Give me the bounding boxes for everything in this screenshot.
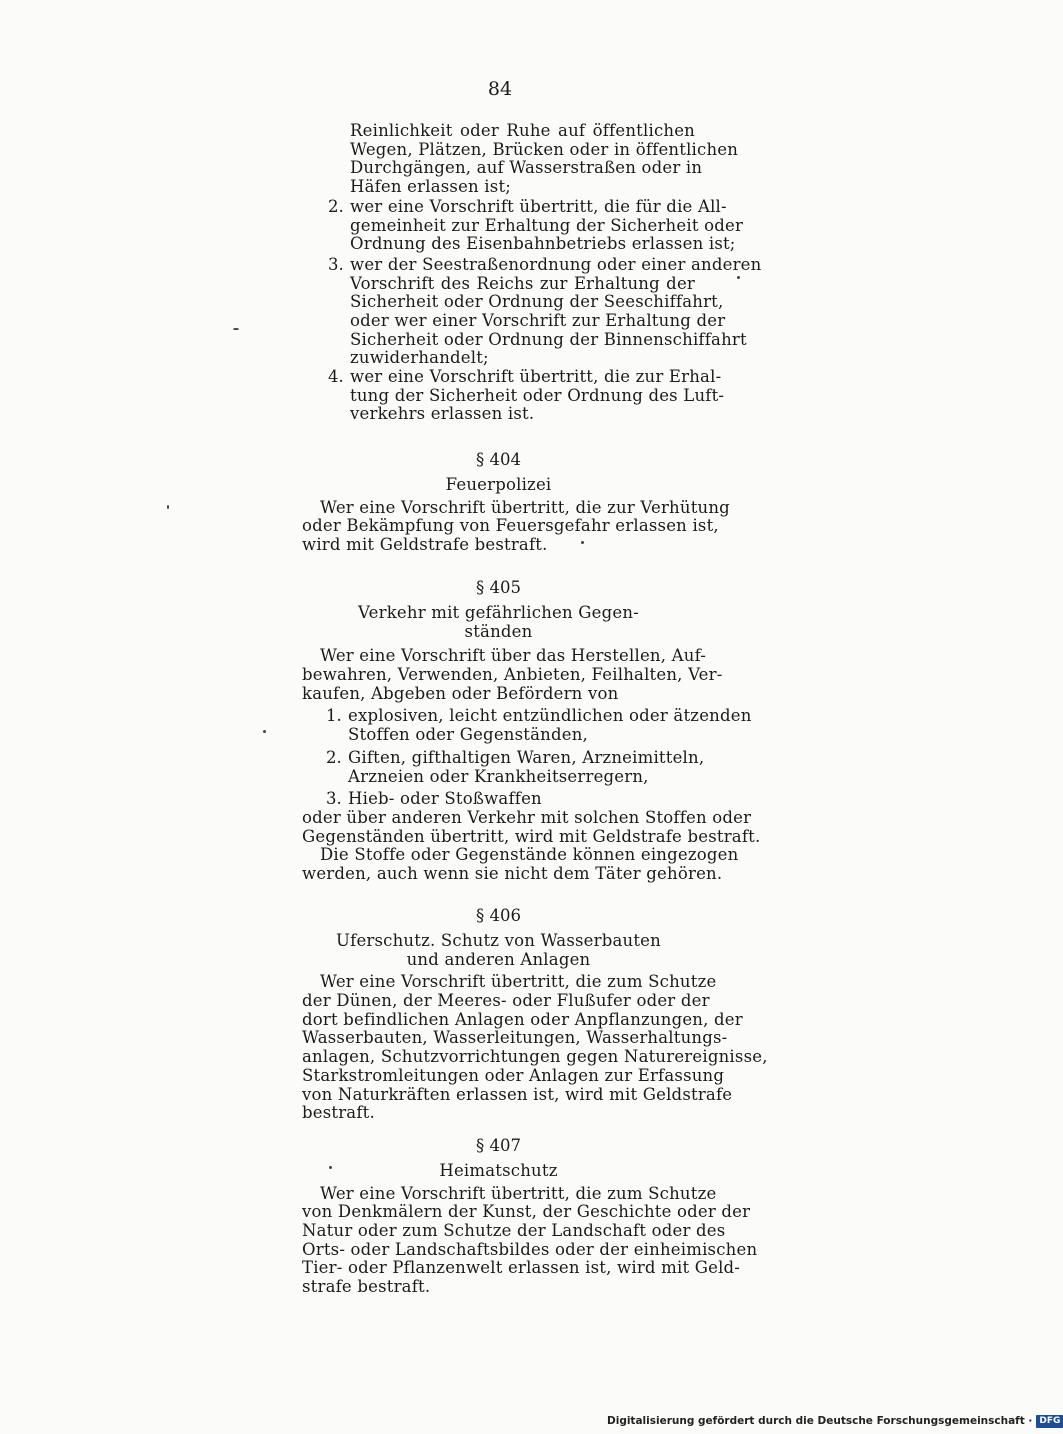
text-line: bestraft. [302,1103,375,1123]
text-line: anlagen, Schutzvorrichtungen gegen Naturereignisse, [302,1047,768,1067]
text-line: von Denkmälern der Kunst, der Geschichte oder der [302,1202,751,1222]
text-line: Häfen erlassen ist; [350,177,512,197]
text-line: strafe bestraft. [302,1277,431,1297]
heading-line: Feuerpolizei [445,475,552,494]
text-line: Sicherheit oder Ordnung der Seeschiffahrt, [350,292,724,312]
item-number: 2. [326,747,342,767]
section-405 [302,578,761,884]
text-line: Hieb- oder Stoßwaffen [348,789,542,809]
section-heading [302,476,695,495]
text-line: Gegenständen übertritt, wird mit Geldstrafe bestraft. [302,826,761,846]
list-item [328,255,762,368]
scan-speck [167,505,169,509]
item-number: 4. [328,367,344,386]
text-line: wer eine Vorschrift übertritt, die zur Erhal- [350,367,722,386]
text-line: bewahren, Verwenden, Anbieten, Feilhalten, Ver- [302,665,723,685]
text-line: gemeinheit zur Erhaltung der Sicherheit oder [350,215,744,235]
text-line: Sicherheit oder Ordnung der Binnenschiffahrt [350,329,747,349]
text-line: explosiven, leicht entzündlichen oder ätzenden [348,706,752,726]
page-number: 84 [487,78,513,100]
scan-speck [581,541,584,544]
text-line: Natur oder zum Schutze der Landschaft oder des [302,1221,726,1241]
text-line: Arzneien oder Krankheitserregern, [348,766,649,786]
list-item [326,789,695,809]
text-line: Wer eine Vorschrift übertritt, die zur Verhütung [320,497,730,517]
scan-speck [329,1166,332,1169]
heading-line: Uferschutz. Schutz von Wasserbauten [336,931,661,950]
text-line: von Naturkräften erlassen ist, wird mit Geldstrafe [302,1084,733,1104]
text-line: wird mit Geldstrafe bestraft. [302,535,548,555]
text-line: tung der Sicherheit oder Ordnung des Luft- [350,385,725,405]
list-item [326,747,705,786]
heading-line: Heimatschutz [439,1161,558,1180]
text-line: zuwiderhandelt; [350,348,489,368]
section-heading [302,932,695,969]
dfg-logo-icon: DFG [1036,1415,1063,1428]
scan-speck [263,730,266,733]
text-line: der Dünen, der Meeres- oder Flußufer oder der [302,991,710,1011]
text-line: Starkstromleitungen oder Anlagen zur Erfassung [302,1065,725,1085]
section-heading [302,604,695,641]
text-line: oder über anderen Verkehr mit solchen Stoffen oder [302,807,752,827]
list-item [328,367,725,424]
text-line: Reinlichkeit oder Ruhe auf öffentlichen [350,121,695,140]
text-line: werden, auch wenn sie nicht dem Täter gehören. [302,863,723,883]
text-line: Wer eine Vorschrift übertritt, die zum Schutze [320,1183,717,1203]
section-number: § 405 [476,578,521,597]
text-line: Stoffen oder Gegenständen, [348,725,588,745]
heading-line: Verkehr mit gefährlichen Gegen- [358,603,639,622]
continuation-text [350,121,739,197]
section-406 [302,906,768,1123]
section-404 [302,450,730,555]
scan-speck [233,328,239,330]
heading-line: und anderen Anlagen [406,949,591,969]
list-item [326,706,752,745]
scan-speck [737,276,740,279]
heading-line: ständen [464,621,533,641]
section-number: § 406 [476,906,521,925]
text-line: oder Bekämpfung von Feuersgefahr erlassen ist, [302,516,719,536]
item-number: 1. [326,706,342,726]
text-line: Durchgängen, auf Wasserstraßen oder in [350,158,703,178]
item-number: 3. [328,255,344,274]
item-number: 3. [326,789,342,809]
credit-text: Digitalisierung gefördert durch die Deutsche Forschungsgemeinschaft · [607,1415,1033,1427]
text-line: dort befindlichen Anlagen oder Anpflanzungen, der [302,1009,743,1029]
text-line: Wer eine Vorschrift übertritt, die zum Schutze [320,972,717,992]
text-line: Wegen, Plätzen, Brücken oder in öffentlichen [350,139,739,159]
text-line: wer der Seestraßenordnung oder einer anderen [350,255,762,274]
text-line: Wer eine Vorschrift über das Herstellen, Auf- [320,646,707,666]
section-number: § 407 [476,1136,521,1155]
item-number: 2. [328,197,344,216]
text-line: kaufen, Abgeben oder Befördern von [302,683,619,703]
digitization-credit [607,1413,1063,1429]
text-line: Tier- oder Pflanzenwelt erlassen ist, wird mit Geld- [302,1258,741,1278]
text-line: Wasserbauten, Wasserleitungen, Wasserhaltungs- [302,1028,728,1048]
section-407 [302,1136,758,1297]
section-number: § 404 [476,450,521,469]
text-line: Orts- oder Landschaftsbildes oder der einheimischen [302,1239,758,1259]
text-line: wer eine Vorschrift übertritt, die für die All- [350,197,727,216]
text-line: verkehrs erlassen ist. [350,404,535,424]
section-heading [302,1162,695,1181]
text-line: Giften, gifthaltigen Waren, Arzneimitteln, [348,747,705,767]
text-line: oder wer einer Vorschrift zur Erhaltung der [350,311,726,331]
text-line: Ordnung des Eisenbahnbetriebs erlassen ist; [350,234,736,254]
list-item [328,197,744,254]
text-line: Die Stoffe oder Gegenstände können eingezogen [320,845,739,865]
text-line: Vorschrift des Reichs zur Erhaltung der [350,273,695,293]
